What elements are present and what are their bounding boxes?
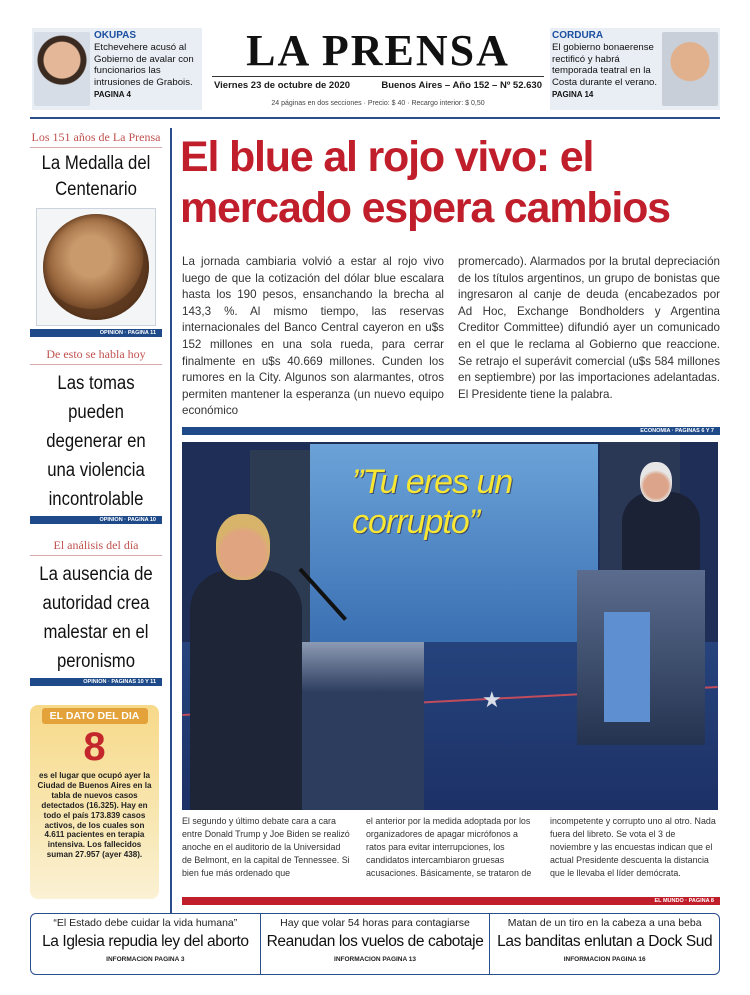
sidebar-block-tomas[interactable] [30, 347, 162, 524]
debate-photo [182, 442, 718, 810]
medal-photo [36, 208, 156, 326]
issue-edition: Buenos Aires – Año 152 – Nº 52.630 [381, 80, 542, 91]
sidebar-block-label: El análisis del día [30, 538, 162, 556]
teaser-right-photo [662, 32, 718, 106]
footer-headline: Las banditas enlutan a Dock Sud [497, 933, 713, 950]
teaser-right[interactable] [550, 28, 720, 110]
footer-teaser-dock-sud[interactable] [490, 914, 719, 974]
footer-page-ref: INFORMACION PAGINA 16 [563, 956, 646, 963]
teaser-left-page: PAGINA 4 [94, 90, 131, 100]
dato-number: 8 [83, 725, 106, 769]
dato-title: EL DATO DEL DIA [42, 708, 148, 724]
main-story-col1: La jornada cambiaria volvió a estar al rojo vivo luego de que la cotización del dólar blue escalara hasta los 190 pesos, ensanchando la brecha al 143,3 %. Al mismo tiempo, las reservas internacionales del Banco Central cayeron en u$s 152 millones en una sola rueda, para cerrar finalmente en u$s 40.669 millones. Cunden los rumores en la City. Algunos son alarmantes, otros permiten mantener la esperanza (un nuevo equipo económico [182, 255, 444, 418]
sidebar-block-medalla[interactable] [30, 130, 162, 337]
masthead-meta [208, 77, 548, 91]
footer-teaser-aborto[interactable] [31, 914, 261, 974]
sidebar-block-label: Los 151 años de La Prensa [30, 130, 162, 148]
photo-caption-col2: el anterior por la medida adoptada por los organizadores de apagar micrófonos a ratos para evitar interrupciones, los candidatos intercambiaron gruesas acusaciones. Básicamente, se trataron de [366, 816, 532, 878]
photo-quote: ”Tu eres un corrupto” [352, 463, 513, 541]
dato-text: es el lugar que ocupó ayer la Ciudad de Buenos Aires en la tabla de nuevos casos detectados (16.325). Hay en todo el país 173.839 casos activos, de los cuales son 4.611 pacientes en terapia intensiva. Los fallecidos suman 27.957 (ayer 438). [37, 771, 152, 860]
sidebar-ref-tomas: OPINION · PAGINA 10 [30, 516, 162, 524]
main-story-ref: ECONOMIA · PAGINAS 6 Y 7 [182, 427, 720, 435]
teaser-left-kicker: OKUPAS [94, 30, 137, 41]
masthead [208, 28, 548, 114]
sidebar-column [30, 130, 162, 686]
teaser-right-text: El gobierno bonaerense rectificó y habrá temporada teatral en la Costa durante el verano. [552, 42, 658, 88]
footer-page-ref: INFORMACION PAGINA 3 [106, 956, 185, 963]
footer-kicker: Hay que volar 54 horas para contagiarse [280, 917, 470, 929]
star-icon: ★ [482, 687, 502, 712]
sidebar-headline-tomas: Las tomas pueden degenerar en una violencia incontrolable [46, 373, 146, 510]
sidebar-block-peronismo[interactable] [30, 538, 162, 686]
main-story-body [182, 254, 720, 420]
footer-teasers [30, 913, 720, 975]
sidebar-headline-peronismo: La ausencia de autoridad crea malestar en el peronismo [39, 564, 153, 672]
footer-page-ref: INFORMACION PAGINA 13 [334, 956, 416, 963]
main-story-col2: promercado). Alarmados por la brutal depreciación de los títulos argentinos, un grupo de bonistas que ingresaron al canje de deuda (encabezados por Ad Hoc, Exchange Bondholders y Argentina Creditor Committee) difundió ayer un comunicado en el que le reclama al Gobierno que reaccione. Se retrajo el superávit comercial (u$s 584 millones en septiembre) por las importaciones adelantadas. El Presidente tiene la palabra. [458, 255, 720, 401]
footer-headline: La Iglesia repudia ley del aborto [42, 933, 249, 950]
podium-left [294, 642, 424, 810]
sidebar-ref-medalla: OPINION · PAGINA 11 [30, 329, 162, 337]
footer-headline: Reanudan los vuelos de cabotaje [266, 933, 484, 950]
dato-del-dia-box [30, 705, 159, 899]
photo-caption [182, 815, 720, 880]
teaser-left-photo [34, 32, 90, 106]
candidate-left-head [216, 514, 270, 580]
sidebar-block-label: De esto se habla hoy [30, 347, 162, 365]
podium-right-panel [604, 612, 650, 722]
main-headline[interactable]: El blue al rojo vivo: el mercado espera cambios [180, 133, 670, 232]
medal-image [43, 214, 149, 320]
teaser-left-text: Etchevehere acusó al Gobierno de avalar con funcionarios las intrusiones de Grabois. [94, 42, 194, 88]
candidate-left-figure [190, 570, 302, 810]
teaser-left-text-block [94, 30, 202, 100]
sidebar-ref-peronismo: OPINION · PAGINAS 10 Y 11 [30, 678, 162, 686]
issue-date: Viernes 23 de octubre de 2020 [214, 80, 351, 91]
photo-ref: EL MUNDO · PAGINA 8 [182, 897, 720, 905]
teaser-right-text-block [552, 30, 660, 100]
photo-caption-col1: El segundo y último debate cara a cara entre Donald Trump y Joe Biden se realizó anoche en el auditorio de la Universidad de Belmont, en la capital de Tennessee. Si bien fue más ordenado que [182, 816, 350, 878]
photo-caption-col3: incompetente y corrupto uno al otro. Nada fuera del libreto. Se vota el 3 de noviembre y las encuestas indican que el actual Presidente descuenta la distancia que le llevaba el líder demócrata. [550, 816, 716, 878]
footer-kicker: Matan de un tiro en la cabeza a una beba [507, 917, 702, 929]
teaser-right-page: PAGINA 14 [552, 90, 594, 100]
newspaper-logo: LA PRENSA [246, 26, 510, 75]
footer-teaser-vuelos[interactable] [261, 914, 491, 974]
header-rule [30, 117, 720, 119]
teaser-right-kicker: CORDURA [552, 30, 604, 41]
candidate-right-head [640, 462, 672, 502]
footer-kicker: “El Estado debe cuidar la vida humana” [53, 917, 238, 929]
masthead-header [30, 28, 720, 114]
column-divider [170, 128, 172, 913]
issue-price-line: 24 páginas en dos secciones · Precio: $ 40 · Recargo interior: $ 0,50 [271, 100, 485, 107]
teaser-left[interactable] [32, 28, 202, 110]
sidebar-headline-medalla: La Medalla del Centenario [41, 153, 151, 200]
